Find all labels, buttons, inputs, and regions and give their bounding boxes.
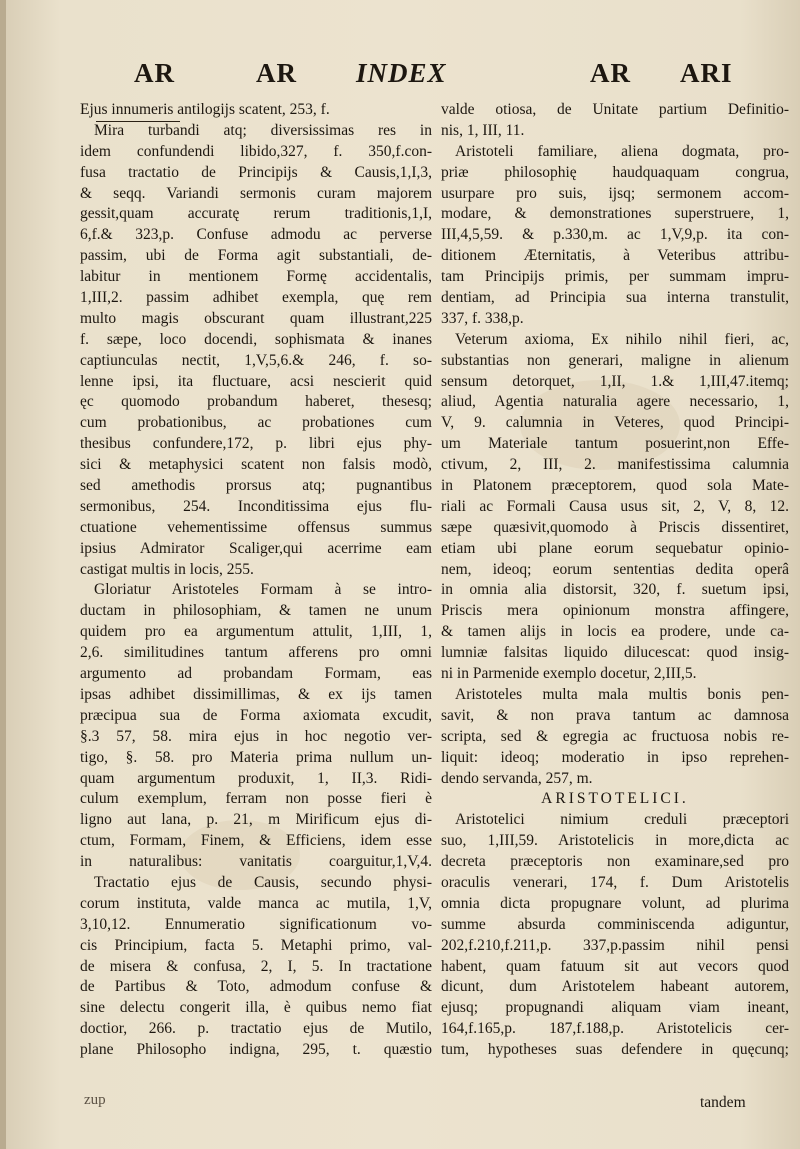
text-line: de misera & confusa, 2, I, 5. In tractatione [80, 957, 432, 975]
text-line: sæpe quæsivit,quomodo à Priscis dissentiret, [441, 518, 789, 536]
running-head-word: AR [256, 58, 297, 88]
text-line: sensum detorquet, 1,II, 1.& 1,III,47.itemq; [441, 372, 789, 390]
text-line: um Materiale tantum posuerint,non Effe- [441, 435, 789, 453]
text-line: præcipua sua de Forma axiomata excudit, [80, 706, 432, 724]
left-column [80, 100, 432, 1061]
signature-mark: zup [84, 1092, 106, 1108]
text-line: 164,f.165,p. 187,f.188,p. Aristotelicis cer- [441, 1020, 789, 1038]
text-line: omnia dicta propugnare volunt, ad plurima [441, 894, 789, 912]
text-line: corum instituta, valde manca ac mutila, 1,V, [80, 894, 432, 912]
text-line: in naturalibus: vanitatis coarguitur,1,V,4. [80, 853, 432, 871]
text-line: liquit: ideoq; moderatio in ipso reprehen- [441, 748, 789, 766]
text-line: f. sæpe, loco docendi, sophismata & inanes [80, 330, 432, 348]
text-line: idem confundendi libido,327, f. 350,f.con- [80, 142, 432, 160]
text-line: ligno aut lana, p. 21, m Mirificum ejus di- [80, 811, 432, 829]
text-line: fusa tractatio de Principijs & Causis,1,I,3, [80, 163, 432, 181]
text-line: dendo servanda, 257, m. [441, 769, 593, 787]
running-head-title: INDEX [356, 58, 447, 88]
text-line: Priscis mera opinionum monstra affingere, [441, 602, 789, 620]
text-line: etiam ubi plane eorum sequebatur opinio- [441, 539, 789, 557]
page-gutter [0, 0, 6, 1149]
text-line: plane Philosopho indigna, 295, t. quæstio [80, 1041, 432, 1059]
text-line: Mira turbandi atq; diversissimas res in [94, 121, 432, 139]
text-line: 3,10,12. Ennumeratio significationum vo- [80, 915, 432, 933]
text-line: aliud, Agentia naturalia agere necessario, 1, [441, 393, 789, 411]
text-line: sici & metaphysici scatent non falsis modò, [80, 456, 432, 474]
text-line: Tractatio ejus de Causis, secundo physi- [94, 873, 432, 891]
text-line: captiunculas nectit, 1,V,5,6.& 246, f. so- [80, 351, 432, 369]
text-line: ni in Parmenide exemplo docetur, 2,III,5. [441, 665, 697, 683]
text-line: quidem pro ea argumentum attulit, 1,III, 1, [80, 623, 432, 641]
text-line: usurpare pro suis, ijsq; sermonem accom- [441, 184, 789, 202]
text-line: 2,6. similitudines tantum afferens pro omni [80, 644, 432, 662]
text-line: & tamen alijs in locis ea prodere, unde ca- [441, 623, 789, 641]
text-line: valde otiosa, de Unitate partium Definitio- [441, 101, 789, 118]
text-line: ctum, Formam, Finem, & Efficiens, idem esse [80, 832, 432, 850]
running-head-word: AR [590, 58, 631, 88]
text-line: ęc quomodo probandum haberet, thesesq; [80, 393, 432, 411]
text-line: priæ philosophię haudquaquam congrua, [441, 163, 789, 181]
text-line: Gloriatur Aristoteles Formam à se intro- [94, 581, 432, 599]
text-line: passim, ubi de Forma agit substantiali, de- [80, 247, 432, 265]
text-line: III,4,5,59. & p.330,m. ac 1,V,9,p. ita con- [441, 226, 789, 244]
text-line: oraculis venerari, 174, f. Dum Aristotelis [441, 873, 789, 891]
text-line: in Platonem præceptorem, quod sola Mate- [441, 477, 789, 495]
text-line: 337, f. 338,p. [441, 309, 524, 327]
text-line: tam Principijs primis, per summam impru- [441, 268, 789, 286]
running-head [70, 58, 790, 94]
text-line: cis Principium, facta 5. Metaphi primo, val- [80, 936, 432, 954]
text-line: Aristoteli familiare, aliena dogmata, pro- [455, 142, 789, 160]
text-line: ductam in philosophiam, & tamen ne unum [80, 602, 432, 620]
text-line: decreta præceptoris non examinare,sed pro [441, 853, 789, 871]
text-line: lenne ipsi, ita fluctuare, acsi nescierit quid [80, 372, 432, 390]
text-line: nis, 1, III, 11. [441, 121, 525, 139]
text-line: culum exemplum, ferram non posse fieri è [80, 790, 432, 808]
catchword: tandem [700, 1094, 746, 1111]
text-line: V, 9. calumnia in Veteres, quod Principi- [441, 414, 789, 432]
text-line: ipsius Admirator Scaliger,qui acerrime eam [80, 539, 432, 557]
text-line: ctivum, 2, III, 2. manifestissima calumnia [441, 456, 789, 474]
text-line: scripta, sed & egregia ac fructuosa nobis re- [441, 727, 789, 745]
text-line: summe absurda comminiscenda adiguntur, [441, 915, 789, 933]
text-line: ditionem Æternitatis, à Veteribus attribu- [441, 247, 789, 265]
text-line: lumniæ falsitas liquido dilucescat: quod insig- [441, 644, 789, 662]
text-line: doctior, 266. p. tractatio ejus de Mutilo, [80, 1020, 432, 1038]
text-line: Aristoteles multa mala multis bonis pen- [455, 685, 789, 703]
text-line: argumento ad probandam Formam, eas [80, 665, 432, 683]
text-line: & seqq. Variandi sermonis curam majorem [80, 184, 432, 202]
text-line: in omnia alia distorsit, 320, f. suetum ipsi, [441, 581, 789, 599]
text-line: dicunt, dum Aristotelem habeant autorem, [441, 978, 789, 996]
right-column [441, 100, 789, 1061]
text-line: sermonibus, 254. Inconditissima ejus flu- [80, 497, 432, 515]
text-line: 1,III,2. passim adhibet exempla, quę rem [80, 289, 432, 307]
text-line: quam argumentum produxit, 1, II,3. Ridi- [80, 769, 432, 787]
text-line: Aristotelici nimium creduli præceptori [455, 811, 789, 829]
text-line: multo magis obscurant quam illustrant,225 [80, 309, 432, 327]
text-line: tum, hypotheses suas defendere in quęcunq; [441, 1041, 789, 1059]
text-line: tigo, §. 58. pro Materia prima nullum un- [80, 748, 432, 766]
text-line: gessit,quam accuratę rerum traditionis,1,I, [80, 205, 432, 223]
text-line: de Partibus & Toto, admodum confuse & [80, 978, 432, 996]
text-line: riali ac Formali Causa usus sit, 2, V, 8, 12. [441, 497, 789, 515]
text-line: sine delectu congerit illa, è quibus nemo fiat [80, 999, 432, 1017]
running-head-word: AR [134, 58, 175, 88]
text-line: ctuatione vehementissime offensus summus [80, 518, 432, 536]
text-line: dentiam, ad Principia sua interna transtulit, [441, 289, 789, 307]
text-line: substantias non generari, maligne in alienum [441, 351, 789, 369]
text-line: modare, & demonstrationes superstruere, 1, [441, 205, 789, 223]
text-line: sed amethodis prorsus atq; pugnantibus [80, 477, 432, 495]
running-head-word: ARI [680, 58, 733, 88]
text-line: nem, ideoq; eorum sententias dedita operâ [441, 560, 789, 578]
text-line: 202,f.210,f.211,p. 337,p.passim nihil pensi [441, 936, 789, 954]
section-heading: ARISTOTELICI. [541, 790, 689, 808]
text-line: castigat multis in locis, 255. [80, 560, 254, 578]
text-line: suo, 1,III,59. Aristotelicis in more,dicta ac [441, 832, 789, 850]
text-line: Veterum axioma, Ex nihilo nihil fieri, ac, [455, 330, 789, 348]
text-line: 6,f.& 323,p. Confuse admodu ac perverse [80, 226, 432, 244]
text-line: ipsas adhibet dissimillimas, & ex ijs tamen [80, 685, 432, 703]
text-line: savit, & non prava tantum ac damnosa [441, 706, 789, 724]
text-line: habent, quam fatuum sit aut vecors quod [441, 957, 789, 975]
text-line: §.3 57, 58. mira ejus in hoc negotio ver- [80, 727, 432, 745]
text-line: labitur in mentionem Formę accidentalis, [80, 268, 432, 286]
text-line: cum probationibus, ac probationes cum [80, 414, 432, 432]
text-line: thesibus confundere,172, p. libri ejus phy- [80, 435, 432, 453]
text-line: ejusq; propugnandi aliquam viam ineant, [441, 999, 789, 1017]
text-line: Ejus innumeris antilogijs scatent, 253, f. [80, 101, 330, 118]
